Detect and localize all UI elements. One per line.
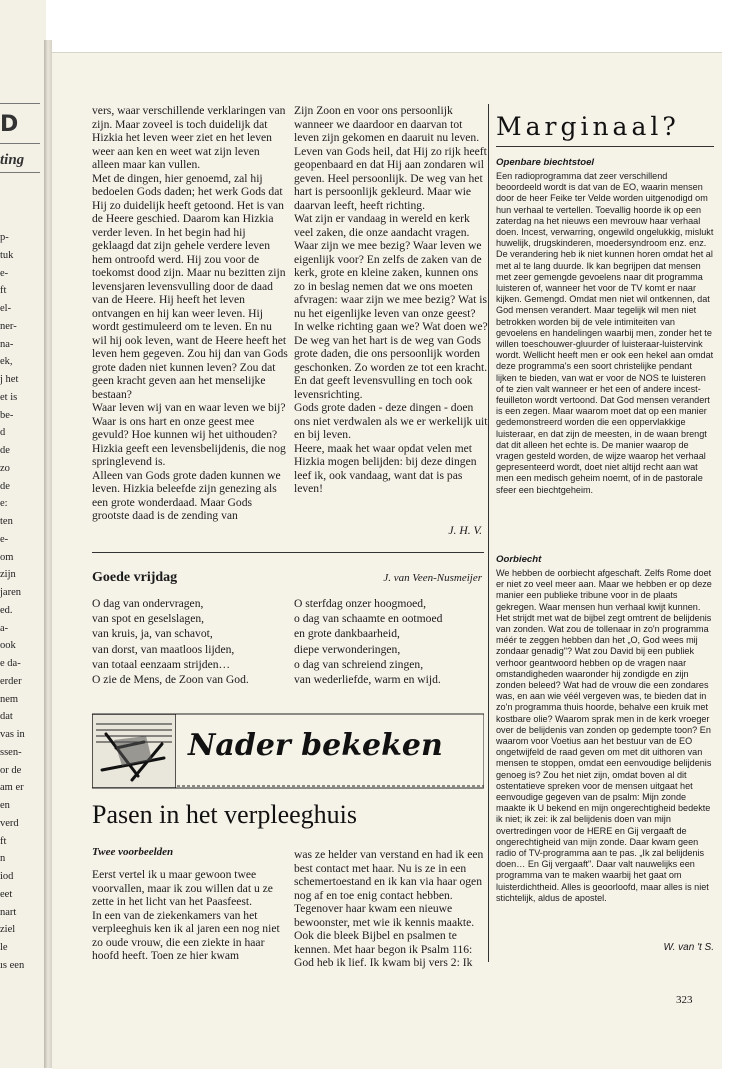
previous-page-fragment: a- — [0, 623, 9, 634]
previous-page-fragment: ft — [0, 285, 7, 296]
previous-page-fragment: p- — [0, 232, 9, 243]
divider — [496, 146, 714, 147]
previous-page-fragment: ner- — [0, 321, 17, 332]
previous-page-fragment: tuk — [0, 250, 14, 261]
sidebar-section-text — [496, 171, 714, 496]
divider — [92, 552, 484, 553]
sidebar-section-heading: Oorbiecht — [496, 554, 542, 565]
poem-line: van kruis, ja, van schavot, — [92, 627, 213, 641]
deck-chair-icon — [92, 714, 176, 788]
poem-line: van spot en geselslagen, — [92, 612, 205, 626]
article2-column-1 — [92, 868, 288, 963]
previous-page-fragment: el- — [0, 303, 12, 314]
previous-page-fragment: vas in — [0, 729, 25, 740]
poem-line: van dorst, van maatloos lijden, — [92, 642, 235, 656]
sidebar-section-text — [496, 568, 714, 904]
previous-page-fragment: de — [0, 445, 10, 456]
poem-line: O sterfdag onzer hoogmoed, — [294, 597, 426, 610]
previous-page-fragment: ed. — [0, 605, 13, 616]
poem-line: o dag van schaamte en ootmoed — [294, 612, 443, 626]
article1-column-2 — [294, 104, 488, 496]
paragraph: Een radioprogramma dat zeer verschillend beoordeeld wordt is dat van de EO, waarin mensen door de heer Feike ter Velde worden uitgenodigd om hun verhaal te vertellen. Toevallig hoorde ik op een zaterdag na het nieuws een mevrouw haar verhaal doen. Incest, verwarring, ongewild ongelukkig, mislukt huwelijk, drugskinderen, moedersyndroom enz. enz. De verandering heb ik niet kunnen horen omdat het al met al te lang duurde. Ik kan begrijpen dat mensen met zeer gemengde gevoelens naar dit programma luisteren of, wanneer het voor de TV komt er naar kijken. Gemengd. Omdat men niet wil ontkennen, dat God mensen verandert. Maar tegelijk wil men niet betrokken worden bij de vele intimiteiten van gevoelens en handelingen waarbij men, zonder het te willen toeschouwer-gluurder of luisteraar-luistervink wordt. Wellicht heeft men er ook een hekel aan omdat deze programma's een soort christelijke pendant lijken te bieden, van wat er voor de NOS te luisteren of te zien valt wanneer er het een of andere incest-feuilleton wordt vertoond. Dat God mensen verandert is een zegen. Maar waarom moet dat op een manier gedemonstreerd worden die een oppervlakkige luisteraar, en dat zijn de meesten, in de waan brengt dat dit alleen het echte is. De manier waarop de vragen gesteld worden, de wijze waarop het verhaal gepresenteerd wordt, doet niet altijd recht aan wat men een medisch geheim noemt, of in de pastorale sfeer een biechtgeheim. — [496, 171, 714, 495]
poem-line: van wederliefde, warm en wijd. — [294, 673, 441, 687]
article2-subtitle: Twee voorbeelden — [92, 846, 174, 858]
page-number: 323 — [676, 994, 693, 1006]
divider — [0, 103, 40, 104]
previous-page-logo: D — [0, 112, 19, 137]
paragraph: De weg van het hart is de weg van Gods grote daden, die ons persoonlijk worden geschonken. Zo worden ze tot een kracht. En dat geeft levensvulling en toch ook levensrichting. — [294, 333, 488, 401]
previous-page-fragment: erder — [0, 676, 22, 687]
poem-title: Goede vrijdag — [92, 570, 178, 585]
previous-page-fragment: ft — [0, 836, 7, 847]
article2-column-2 — [294, 848, 488, 970]
previous-page-fragment: om — [0, 552, 14, 563]
previous-page-fragment: am er — [0, 782, 24, 793]
previous-page-fragment: ek, — [0, 356, 13, 367]
paragraph: Met de dingen, hier genoemd, zal hij bedoelen Gods daden; het werk Gods dat Hij zo duidelijk heeft getoond. Het is van de Heere geschied. Daarom kan Hizkia verder leven. In het begin had hij geklaagd dat zijn gehele verdere leven hem ontroofd werd. Hij zou voor de toekomst dood zijn. Maar nu bezitten zijn levensjaren levensvulling door de daad van de Heere. Hij heeft het leven ontvangen en hij kan weer leven. Hij wordt gestimuleerd om te leven. En nu wil hij ook leven, want de Heere heeft het leven hem gegeven. Zou hij dan van Gods grote daden niet kunnen leven? Zou dat geen kracht geven aan het menselijke bestaan? — [92, 171, 288, 401]
previous-page-fragment: j het — [0, 374, 19, 385]
paragraph: We hebben de oorbiecht afgeschaft. Zelfs Rome doet er niet zo veel meer aan. Maar we hebben er op deze manier een publieke tribune voor in de plaats gekregen. Waar mensen hun verhaal kwijt kunnen. Het strijdt met wat de bijbel zegt omtrent de belijdenis van zonden. Wat zou de tollenaar in zo'n programma méér te zeggen hebben dan het „O, God wees mij zondaar genadig"? Wat zou David bij een publiek verhoor geantwoord hebben op de vragen naar omstandigheden waaronder hij zondigde en zijn zonden beleed? Wat had de vrouw die een zondares was, en aan wie véél vergeven was, te bieden dat in zo'n programma thuis hoorde, behalve een kruik met kostbare olie? Waarom sprak men in de kerk vroeger over de belijdenis van zonden op gedempte toon? En waarom voor Voetius aan het bestuur van de EO ongetwijfeld de raad geven om met dit uithoren van mensen te stoppen, omdat een eenvoudige belijdenis genoeg is? Zou het niet zijn, omdat boven al dit ostentatieve spreken voor de mensen uitgaat het eenvoudige gegeven van de psalm: Mijn zonde maakte ik U bekend en mijn ongerechtigheid bedekte ik niet; ik zei: ik zal belijdenis doen van mijn overtredingen voor de HERE en Gij vergaaft de ongerechtigheid van mijn zonde. Daar kwam geen radio of TV-programma aan te pas. „Ik zal belijdenis doen… En Gij vergaaft". Daar valt nauwelijks een programma van te maken waarbij het gaat om luisterdichtheid. Alles is geoorloofd, maar alles is niet stichtelijk, aldus de apostel. — [496, 568, 712, 903]
previous-page-fragment: verd — [0, 818, 19, 829]
previous-page-fragment: e- — [0, 268, 9, 279]
previous-page-fragment: zijn — [0, 569, 16, 580]
previous-page-fragment: e: — [0, 498, 8, 509]
previous-page-fragment: na- — [0, 339, 14, 350]
article1-column-1 — [92, 104, 288, 523]
paragraph: Wat zijn er vandaag in wereld en kerk veel zaken, die onze aandacht vragen. Waar zijn we mee bezig? Waar leven we eigenlijk voor? En zelfs de zaken van de kerk, grote en kleine zaken, kunnen ons zo in beslag nemen dat we ons moeten afvragen: waar zijn we mee bezig? Wat is nu het eigenlijke leven van onze geest? In welke richting gaan we? Wat doen we? — [294, 212, 488, 333]
previous-page-fragment: eet — [0, 889, 13, 900]
previous-page — [0, 0, 46, 1068]
poem-line: O dag van ondervragen, — [92, 597, 204, 610]
previous-page-fragment: ten — [0, 516, 13, 527]
sidebar-section-heading: Openbare biechtstoel — [496, 157, 595, 168]
paragraph: Heere, maak het waar opdat velen met Hizkia mogen belijden: bij deze dingen leef ik, ook vandaag, want dat is pas leven! — [294, 441, 477, 495]
previous-page-fragment: ssen- — [0, 747, 22, 758]
previous-page-fragment: d — [0, 427, 6, 438]
sidebar-border — [488, 104, 489, 962]
previous-page-fragment: ıs een — [0, 960, 25, 971]
paragraph: Waar leven wij van en waar leven we bij? Waar is ons hart en onze geest mee gevuld? Hoe kunnen wij het uithouden? — [92, 401, 286, 441]
previous-page-fragment: e- — [0, 534, 9, 545]
divider — [0, 172, 40, 173]
sidebar-title: Marginaal? — [496, 112, 680, 141]
article2-title: Pasen in het verpleeghuis — [92, 800, 357, 829]
previous-page-fragment: nart — [0, 907, 17, 918]
previous-page-fragment: n — [0, 853, 6, 864]
poem-stanza-1 — [92, 596, 292, 687]
previous-page-fragment: nem — [0, 694, 19, 705]
previous-page-fragment: le — [0, 942, 8, 953]
paragraph: vers, waar verschillende verklaringen van zijn. Maar zoveel is toch duidelijk dat Hizkia het leven weer ziet en het leven weer aan ken en weet wat zijn leven alleen maar kan vullen. — [92, 104, 286, 171]
previous-page-fragment: de — [0, 481, 10, 492]
previous-page-fragment: be- — [0, 410, 14, 421]
poem-line: diepe verwonderingen, — [294, 642, 401, 656]
poem-stanza-2 — [294, 596, 484, 687]
previous-page-fragment: dat — [0, 711, 13, 722]
previous-page-heading: ting — [0, 152, 25, 168]
divider — [0, 143, 40, 144]
sidebar-signature: W. van 't S. — [663, 942, 714, 953]
previous-page-fragment: iod — [0, 871, 14, 882]
paragraph: Zijn Zoon en voor ons persoonlijk wanneer we daardoor en daarvan tot leven zijn gekomen en daaruit nu leven. Leven van Gods heil, dat Hij zo rijk heeft geopenbaard en dat Hij aan zondaren wil geven. Heel persoonlijk. De weg van het hart is persoonlijk gekleurd. Maar wie daarvan leeft, heeft richting. — [294, 104, 487, 212]
previous-page-fragment: et is — [0, 392, 18, 403]
poem-author: J. van Veen-Nusmeijer — [383, 572, 482, 584]
paragraph: Eerst vertel ik u maar gewoon twee voorvallen, maar ik zou willen dat u ze zette in het licht van het Paasfeest. — [92, 868, 273, 908]
article1-signature: J. H. V. — [448, 524, 482, 537]
previous-page-fragment: zo — [0, 463, 10, 474]
poem-line: van totaal eenzaam strijden… — [92, 657, 231, 671]
poem-line: en grote dankbaarheid, — [294, 627, 400, 641]
previous-page-fragment: ook — [0, 640, 16, 651]
paragraph: was ze helder van verstand en had ik een best contact met haar. Nu is ze in een schemertoestand en ik kan via haar ogen nog af en toe enig contact hebben. Tegenover haar kwam een nieuwe bewoonster, met wie ik kennis maakte. Ook die bleek Bijbel en psalmen te kennen. Met haar begon ik Psalm 116: God heb ik lief. Ik kwam bij vers 2: Ik — [294, 848, 484, 969]
paragraph: Alleen van Gods grote daden kunnen we leven. Hizkia beleefde zijn genezing als een grote wonderdaad. Maar Gods grootste daad is de zending van — [92, 468, 281, 522]
previous-page-fragment: or de — [0, 765, 22, 776]
previous-page-fragment: en — [0, 800, 10, 811]
section-title: Nader bekeken — [188, 728, 443, 763]
previous-page-fragment: ziel — [0, 924, 16, 935]
paragraph: Gods grote daden - deze dingen - doen ons niet verdwalen als we er werkelijk uit en bij leven. — [294, 401, 488, 441]
poem-line: o dag van schreiend zingen, — [294, 657, 424, 671]
poem-line: O zie de Mens, de Zoon van God. — [92, 673, 249, 687]
previous-page-fragment: e da- — [0, 658, 21, 669]
book-gutter — [44, 40, 52, 1068]
paragraph: In een van de ziekenkamers van het verpleeghuis ken ik al jaren een nog niet zo oude vrouw, die een ziekte in haar hoofd heeft. Toen ze hier kwam — [92, 908, 280, 962]
previous-page-fragment: jaren — [0, 587, 21, 598]
paragraph: Hizkia geeft een levensbelijdenis, die nog springlevend is. — [92, 441, 286, 468]
